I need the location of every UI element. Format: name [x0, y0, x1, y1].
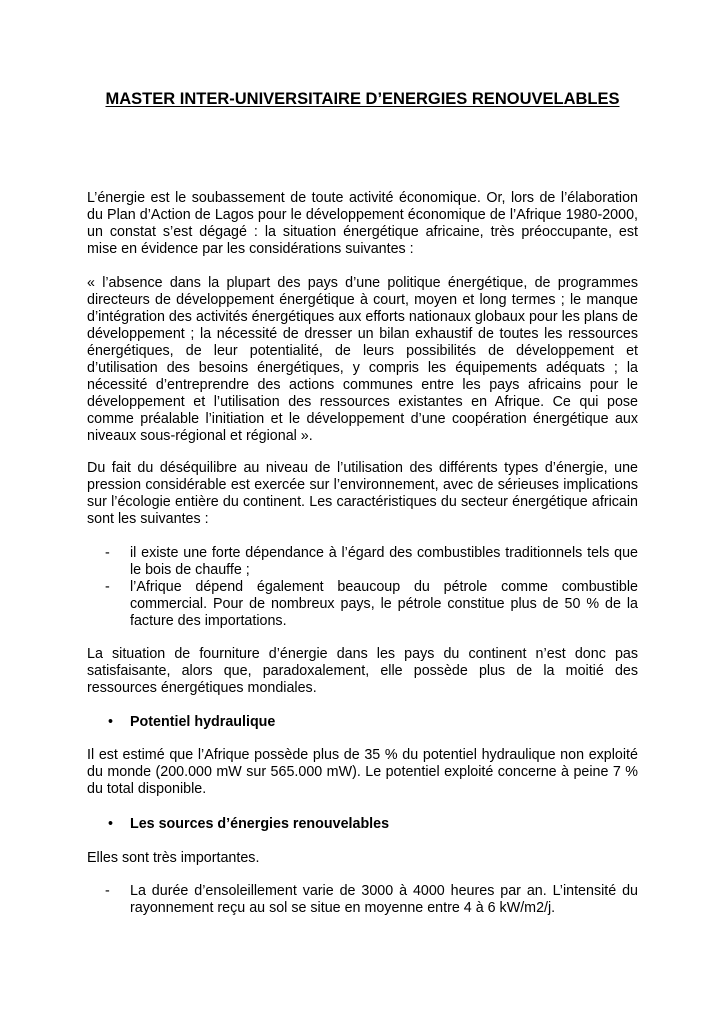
supply-paragraph: La situation de fourniture d’énergie dans les pays du continent n’est donc pas satisfaisante, alors que, paradoxalement, elle possède plus de la moitié des ressources énergétiques mondiales.	[87, 646, 638, 696]
dash-marker: -	[105, 579, 110, 595]
heading-text: Les sources d’énergies renouvelables	[130, 816, 390, 832]
heading-text: Potentiel hydraulique	[130, 714, 276, 730]
characteristics-list	[87, 545, 638, 630]
list-item	[87, 545, 638, 579]
imbalance-paragraph: Du fait du déséquilibre au niveau de l’utilisation des différents types d’énergie, une pression considérable est exercée sur l’environnement, avec de sérieuses implications sur l’écologie entière du continent. Les caractéristiques du secteur énergétique africain sont les suivantes :	[87, 460, 638, 527]
list-item-text: l’Afrique dépend également beaucoup du pétrole comme combustible commercial. Pour de nombreux pays, le pétrole constitue plus de 50 % de la facture des importations.	[130, 579, 638, 629]
hydraulic-paragraph: Il est estimé que l’Afrique possède plus de 35 % du potentiel hydraulique non exploité du monde (200.000 mW sur 565.000 mW). Le potentiel exploité concerne à peine 7 % du total disponible.	[87, 747, 638, 797]
bullet-icon: •	[108, 816, 114, 832]
list-item-text: La durée d’ensoleillement varie de 3000 à 4000 heures par an. L’intensité du rayonnement reçu au sol se situe en moyenne entre 4 à 6 kW/m2/j.	[130, 883, 638, 916]
dash-marker: -	[105, 545, 110, 561]
list-item	[87, 579, 638, 630]
quote-paragraph: « l’absence dans la plupart des pays d’une politique énergétique, de programmes directeurs de développement énergétique à court, moyen et long termes ; le manque d’intégration des activités énergétiques aux efforts nationaux globaux pour les plans de développement ; la nécessité de dresser un bilan exhaustif de toutes les ressources énergétiques, de leur potentialité, de leurs possibilités de développement et d’utilisation des besoins énergétiques, y compris les équipements adéquats ; la nécessité d’entreprendre des actions communes entre les pays africains pour le développement et l’utilisation des ressources existantes en Afrique. Ce qui pose comme préalable l’initiation et le développement d’une coopération énergétique aux niveaux sous-régional et régional ».	[87, 275, 638, 444]
list-item	[87, 883, 638, 917]
list-item-text: il existe une forte dépendance à l’égard des combustibles traditionnels tels que le bois de chauffe ;	[130, 545, 638, 578]
dash-marker: -	[105, 883, 110, 899]
bullet-icon: •	[108, 714, 114, 730]
renewable-paragraph: Elles sont très importantes.	[87, 850, 260, 866]
intro-paragraph: L’énergie est le soubassement de toute activité économique. Or, lors de l’élaboration du Plan d’Action de Lagos pour le développement économique de l’Afrique 1980-2000, un constat s’est dégagé : la situation énergétique africaine, très préoccupante, est mise en évidence par les considérations suivantes :	[87, 190, 638, 257]
document-title: MASTER INTER-UNIVERSITAIRE D’ENERGIES RENOUVELABLES	[105, 90, 620, 108]
renewable-list	[87, 883, 638, 917]
